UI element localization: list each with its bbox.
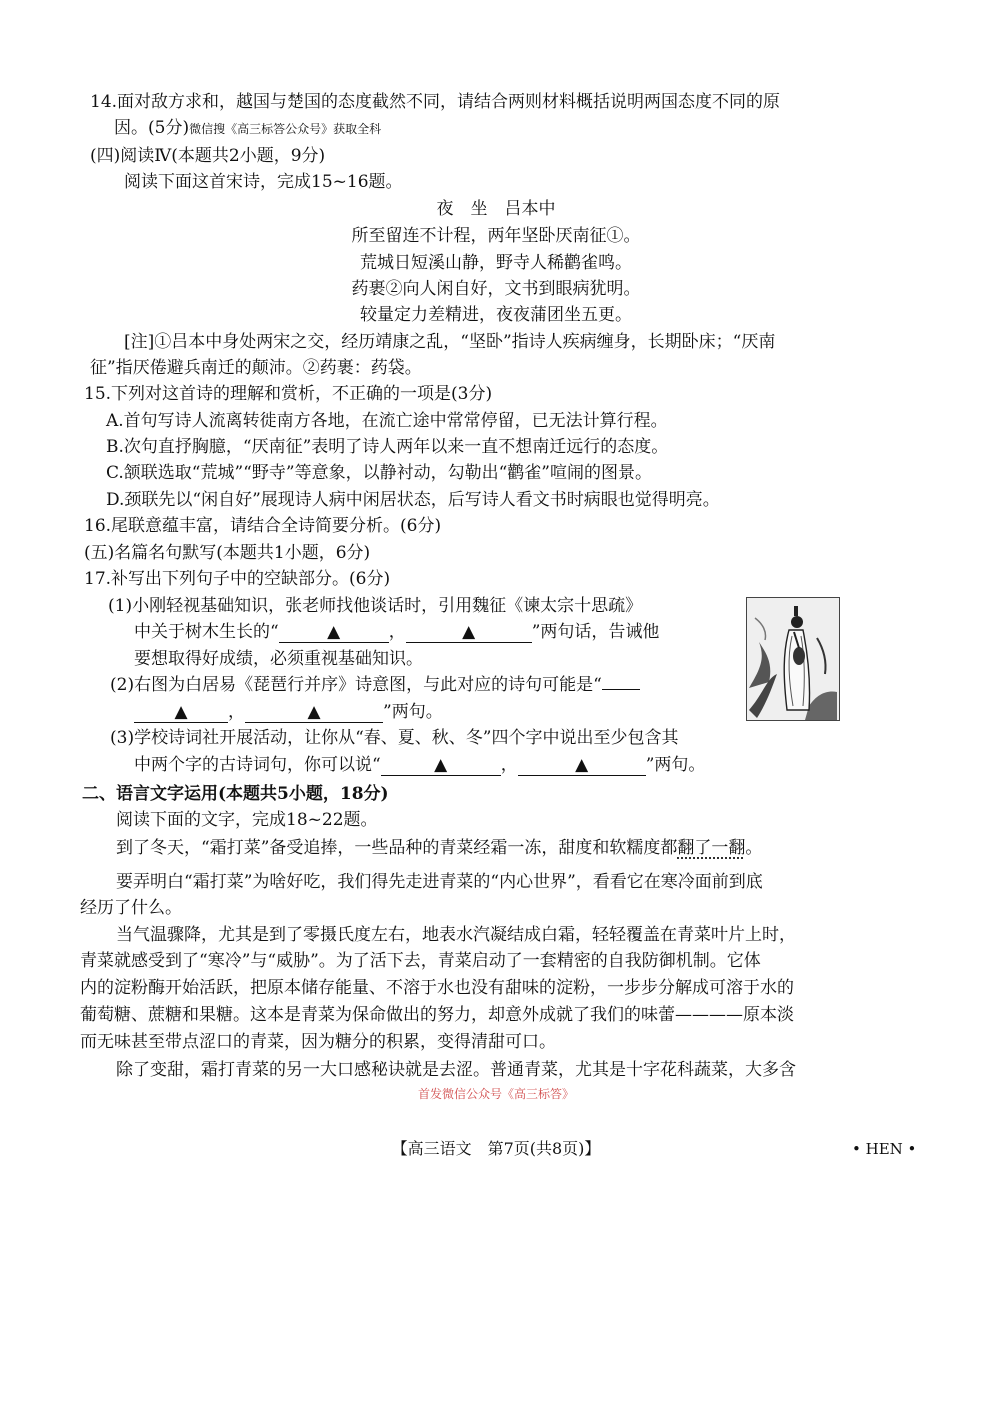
page-footer: 【高三语文 第7页(共8页)】: [391, 1139, 601, 1158]
q15-stem: 15.下列对这首诗的理解和赏析，不正确的一项是(3分): [84, 384, 493, 404]
answer-blank-4[interactable]: ▲: [245, 702, 383, 723]
pipa-xing-illustration: [746, 597, 840, 721]
q17-part1-line1: (1)小刚轻视基础知识，张老师找他谈话时，引用魏征《谏太宗十思疏》: [108, 596, 643, 616]
q14-line2: 因。(5分)微信搜《高三标答公众号》获取全科: [114, 118, 382, 138]
q15-option-d: D.颈联先以“闲自好”展现诗人病中闲居状态，后写诗人看文书时病眼也觉得明亮。: [106, 490, 720, 510]
section4-instruction: 阅读下面这首宋诗，完成15~16题。: [124, 172, 403, 192]
part2-para3-line3: 内的淀粉酶开始活跃，把原本储存能量、不溶于水也没有甜味的淀粉，一步步分解成可溶于水的: [80, 978, 794, 998]
q14-line1: 14.面对敌方求和，越国与楚国的态度截然不同，请结合两则材料概括说明两国态度不同的原: [90, 92, 781, 112]
q15-option-b: B.次句直抒胸臆，“厌南征”表明了诗人两年以来一直不想南迁远行的态度。: [106, 437, 669, 457]
poem-line-3: 药裹②向人闲自好，文书到眼病犹明。: [351, 279, 641, 299]
section4-heading: (四)阅读Ⅳ(本题共2小题，9分): [90, 146, 326, 166]
answer-blank-3[interactable]: ▲: [134, 702, 228, 723]
part2-para3-line2: 青菜就感受到了“寒冷”与“威胁”。为了活下去，青菜启动了一套精密的自我防御机制。它体: [80, 951, 761, 971]
poem-line-1: 所至留连不计程，两年坚卧厌南征①。: [351, 226, 641, 246]
q17-stem: 17.补写出下列句子中的空缺部分。(6分): [84, 569, 391, 589]
answer-blank-1[interactable]: ▲: [279, 622, 389, 643]
part2-para3-line1: 当气温骤降，尤其是到了零摄氏度左右，地表水汽凝结成白霜，轻轻覆盖在青菜叶片上时，: [116, 925, 796, 945]
part2-para1: 到了冬天，“霜打菜”备受追捧，一些品种的青菜经霜一冻，甜度和软糯度都翻了一翻。: [116, 838, 763, 858]
part2-para3-line4: 葡萄糖、蔗糖和果糖。这本是青菜为保命做出的努力，却意外成就了我们的味蕾————原本淡: [80, 1005, 794, 1025]
pipa-player-figure-icon: [747, 598, 839, 720]
poem-note-line1: [注]①吕本中身处两宋之交，经历靖康之乱，“坚卧”指诗人疾病缠身，长期卧床；“厌南: [124, 332, 776, 352]
answer-blank-3-start[interactable]: [602, 689, 640, 690]
q17-part1-line3: 要想取得好成绩，必须重视基础知识。: [134, 649, 423, 669]
poem-note-line2: 征”指厌倦避兵南迁的颠沛。②药裹：药袋。: [90, 358, 422, 378]
answer-blank-2[interactable]: ▲: [406, 622, 532, 643]
part2-para4-line1: 除了变甜，霜打青菜的另一大口感秘诀就是去涩。普通青菜，尤其是十字花科蔬菜，大多含: [116, 1060, 796, 1080]
q14-note: 微信搜《高三标答公众号》获取全科: [189, 122, 382, 136]
section5-heading: (五)名篇名句默写(本题共1小题，6分): [84, 543, 371, 563]
poem-title: 夜 坐 吕本中: [436, 199, 556, 219]
dotted-phrase: 翻了一翻: [677, 838, 746, 858]
q17-part3-line1: (3)学校诗词社开展活动，让你从“春、夏、秋、冬”四个字中说出至少包含其: [110, 728, 679, 748]
part2-para3-line5: 而无味甚至带点涩口的青菜，因为糖分的积累，变得清甜可口。: [80, 1032, 556, 1052]
answer-blank-6[interactable]: ▲: [518, 755, 646, 776]
poem-line-4: 较量定力差精进，夜夜蒲团坐五更。: [360, 305, 632, 325]
part2-para2-line2: 经历了什么。: [80, 898, 182, 918]
part2-heading: 二、语言文字运用(本题共5小题，18分): [82, 784, 389, 804]
part2-para2-line1: 要弄明白“霜打菜”为啥好吃，我们得先走进青菜的“内心世界”，看看它在寒冷面前到底: [116, 872, 763, 892]
q17-part3-line2: 中两个字的古诗词句，你可以说“ ▲ ， ▲ ”两句。: [134, 755, 706, 775]
watermark-text: 首发微信公众号《高三标答》: [417, 1087, 574, 1101]
footer-code: • HEN •: [852, 1140, 917, 1158]
poem-line-2: 荒城日短溪山静，野寺人稀鹳雀鸣。: [360, 253, 632, 273]
q17-part2-line1: (2)右图为白居易《琵琶行并序》诗意图，与此对应的诗句可能是“: [110, 673, 640, 697]
q15-option-a: A.首句写诗人流离转徙南方各地，在流亡途中常常停留，已无法计算行程。: [106, 411, 668, 431]
q17-part1-line2: 中关于树木生长的“ ▲ ， ▲ ”两句话，告诫他: [134, 622, 660, 642]
q17-part2-line2: ▲ ， ▲ ”两句。: [134, 700, 443, 724]
q15-option-c: C.颔联选取“荒城”“野寺”等意象，以静衬动，勾勒出“鹳雀”喧闹的图景。: [106, 463, 652, 483]
q16-stem: 16.尾联意蕴丰富，请结合全诗简要分析。(6分): [84, 516, 442, 536]
answer-blank-5[interactable]: ▲: [381, 755, 501, 776]
part2-instruction: 阅读下面的文字，完成18~22题。: [116, 810, 378, 830]
